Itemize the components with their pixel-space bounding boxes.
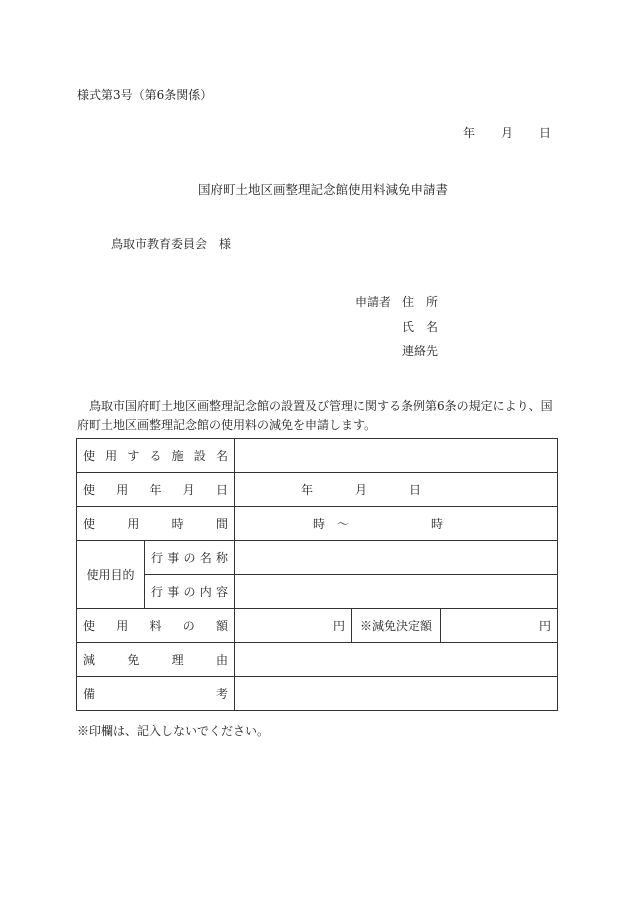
label-char: 内 — [199, 585, 212, 599]
label-char: の — [183, 585, 196, 599]
label-char: る — [149, 449, 162, 463]
label-char: 用 — [105, 449, 118, 463]
body-text: 鳥取市国府町土地区画整理記念館の設置及び管理に関する条例第6条の規定により、国府町土地区画整理記念館の使用料の減免を申請します。 — [77, 399, 553, 432]
event-name-label — [145, 541, 235, 575]
label-char: 使 — [83, 483, 96, 497]
label-char: 免 — [127, 653, 140, 667]
use-date-input[interactable] — [235, 473, 558, 507]
label-char: 年 — [149, 483, 162, 497]
use-date-year: 年 — [301, 483, 314, 497]
label-char: 由 — [215, 653, 228, 667]
use-date-label-chars — [83, 481, 228, 498]
label-char: 用 — [116, 483, 129, 497]
event-content-label-chars — [151, 583, 228, 600]
label-char: 月 — [182, 483, 195, 497]
label-char: 用 — [127, 517, 140, 531]
applicant-name-label: 氏 名 — [402, 320, 439, 334]
label-char: 減 — [83, 653, 96, 667]
date-line — [463, 124, 551, 141]
event-content-input[interactable] — [235, 575, 558, 609]
label-char: 日 — [216, 483, 229, 497]
table-row-use-time — [77, 507, 558, 541]
label-char: 料 — [149, 619, 162, 633]
table-row-event-content — [77, 575, 558, 609]
reduction-label: ※減免決定額 — [352, 609, 441, 643]
application-form-table — [76, 438, 558, 711]
label-char: 理 — [171, 653, 184, 667]
remarks-label — [77, 677, 235, 711]
date-day: 日 — [539, 126, 552, 140]
fee-unit: 円 — [333, 619, 346, 633]
label-char: 行 — [151, 585, 164, 599]
footnote: ※印欄は、記入しないでください。 — [77, 724, 270, 738]
table-row-reason — [77, 643, 558, 677]
label-char: 備 — [83, 687, 96, 701]
label-char: 使 — [83, 449, 96, 463]
label-char: 施 — [171, 449, 184, 463]
remarks-input[interactable] — [235, 677, 558, 711]
date-year: 年 — [463, 126, 476, 140]
table-row-fee — [77, 609, 558, 643]
use-date-fields — [235, 481, 557, 498]
label-char: す — [127, 449, 140, 463]
reason-label — [77, 643, 235, 677]
label-char: 名 — [199, 551, 212, 565]
document-title: 国府町土地区画整理記念館使用料減免申請書 — [198, 182, 449, 197]
use-time-label — [77, 507, 235, 541]
reason-label-chars — [83, 651, 228, 668]
label-char: 使 — [83, 619, 96, 633]
applicant-role: 申請者 — [355, 295, 392, 309]
reduction-unit: 円 — [539, 619, 552, 633]
addressee: 鳥取市教育委員会 様 — [111, 237, 232, 251]
label-char: 事 — [167, 585, 180, 599]
label-char: 事 — [167, 551, 180, 565]
use-date-label — [77, 473, 235, 507]
facility-label — [77, 439, 235, 473]
label-char: 容 — [216, 585, 229, 599]
time-separator: ～ — [337, 517, 350, 531]
use-time-input[interactable] — [235, 507, 558, 541]
remarks-label-chars — [83, 685, 228, 702]
label-char: 額 — [216, 619, 229, 633]
purpose-label: 使用目的 — [77, 541, 145, 609]
fee-label-chars — [83, 617, 228, 634]
reduction-input[interactable] — [441, 609, 558, 643]
applicant-address-label: 住 所 — [402, 295, 439, 309]
label-char: 設 — [193, 449, 206, 463]
label-char: 称 — [216, 551, 229, 565]
table-row-remarks — [77, 677, 558, 711]
time-to: 時 — [431, 517, 444, 531]
facility-label-chars — [83, 447, 228, 464]
use-time-label-chars — [83, 515, 228, 532]
label-char: 名 — [215, 449, 228, 463]
table-row-facility — [77, 439, 558, 473]
label-char: 使 — [83, 517, 96, 531]
label-char: の — [182, 619, 195, 633]
applicant-contact-label: 連絡先 — [402, 344, 439, 358]
table-row-use-date — [77, 473, 558, 507]
form-number: 様式第3号（第6条関係） — [77, 88, 213, 102]
use-date-month: 月 — [355, 483, 368, 497]
label-char: 行 — [151, 551, 164, 565]
date-month: 月 — [501, 126, 514, 140]
use-time-fields — [235, 515, 557, 532]
use-date-day: 日 — [409, 483, 422, 497]
label-char: の — [183, 551, 196, 565]
event-name-input[interactable] — [235, 541, 558, 575]
label-char: 時 — [171, 517, 184, 531]
label-char: 考 — [216, 687, 229, 701]
time-from: 時 — [313, 517, 326, 531]
facility-input[interactable] — [235, 439, 558, 473]
fee-input[interactable] — [235, 609, 352, 643]
label-char: 用 — [116, 619, 129, 633]
table-row-event-name — [77, 541, 558, 575]
event-content-label — [145, 575, 235, 609]
fee-label — [77, 609, 235, 643]
label-char: 間 — [215, 517, 228, 531]
reason-input[interactable] — [235, 643, 558, 677]
event-name-label-chars — [151, 549, 228, 566]
